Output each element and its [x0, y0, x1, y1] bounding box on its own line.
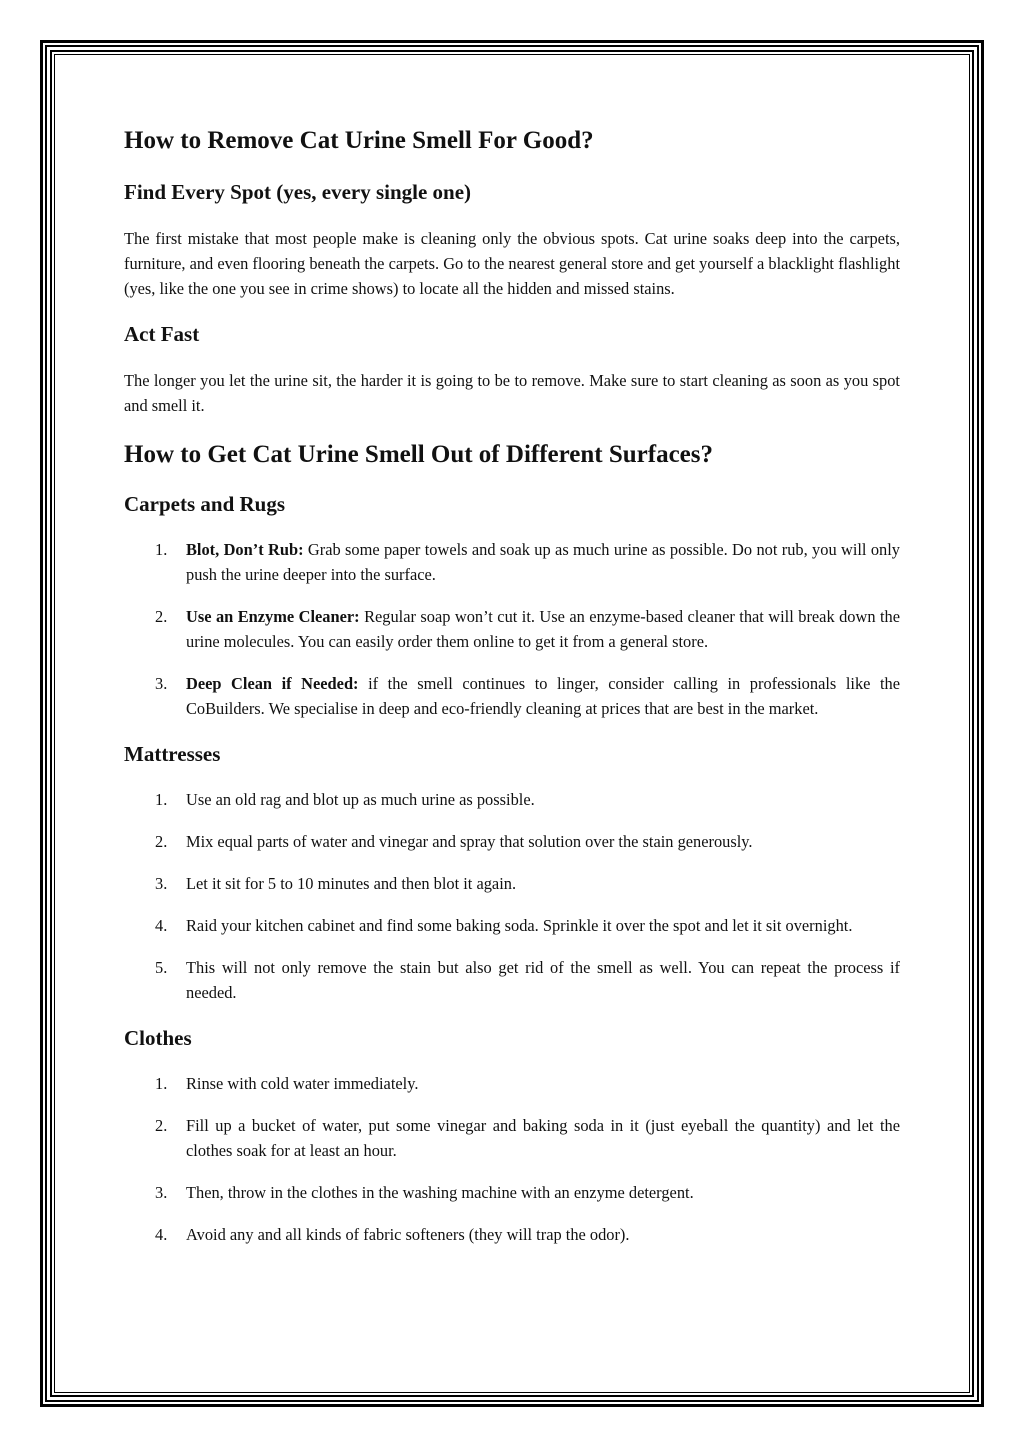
- list-item: [124, 1180, 900, 1205]
- list-item-text: Rinse with cold water immediately.: [186, 1074, 419, 1093]
- list-item-term: Blot, Don’t Rub:: [186, 540, 304, 559]
- list-number: 2.: [155, 1116, 168, 1135]
- heading-mattresses: Mattresses: [124, 742, 221, 766]
- heading-act-fast: Act Fast: [124, 322, 200, 346]
- list-item: [124, 1071, 900, 1096]
- list-item: [124, 537, 900, 587]
- list-item-text: Avoid any and all kinds of fabric softeners (they will trap the odor).: [186, 1225, 630, 1244]
- list-item: [124, 1113, 900, 1163]
- list-number: 1.: [155, 1074, 168, 1093]
- list-item: [124, 871, 900, 896]
- list-item: [124, 1222, 900, 1247]
- list-item: [124, 955, 900, 1005]
- list-item-text: Grab some paper towels and soak up as much urine as possible. Do not rub, you will only push the urine deeper into the surface.: [186, 540, 900, 584]
- list-number: 3.: [155, 874, 168, 893]
- section-title-surfaces: How to Get Cat Urine Smell Out of Different Surfaces?: [124, 441, 714, 468]
- list-number: 4.: [155, 1225, 168, 1244]
- list-number: 1.: [155, 790, 168, 809]
- page-title: How to Remove Cat Urine Smell For Good?: [124, 127, 594, 154]
- heading-carpets-and-rugs: Carpets and Rugs: [124, 492, 286, 516]
- list-item-text: Raid your kitchen cabinet and find some baking soda. Sprinkle it over the spot and let it sit overnight.: [186, 916, 853, 935]
- list-item-text: Fill up a bucket of water, put some vinegar and baking soda in it (just eyeball the quantity) and let the clothes soak for at least an hour.: [186, 1116, 900, 1160]
- paragraph-act-fast: The longer you let the urine sit, the harder it is going to be to remove. Make sure to start cleaning as soon as you spot and smell it.: [124, 371, 900, 415]
- paragraph-find-every-spot: The first mistake that most people make is cleaning only the obvious spots. Cat urine soaks deep into the carpets, furniture, and even flooring beneath the carpets. Go to the nearest general store and get yourself a blacklight flashlight (yes, like the one you see in crime shows) to locate all the hidden and missed stains.: [124, 229, 900, 298]
- list-item: [124, 787, 900, 812]
- list-number: 2.: [155, 607, 168, 626]
- list-item-text: Use an old rag and blot up as much urine as possible.: [186, 790, 535, 809]
- list-number: 5.: [155, 958, 168, 977]
- document-content: [124, 122, 900, 1247]
- list-item-text: if the smell continues to linger, consider calling in professionals like the CoBuilders. We specialise in deep and eco-friendly cleaning at prices that are best in the market.: [186, 674, 900, 718]
- list-item-term: Use an Enzyme Cleaner:: [186, 607, 360, 626]
- list-number: 3.: [155, 674, 168, 693]
- list-number: 3.: [155, 1183, 168, 1202]
- list-item-text: Let it sit for 5 to 10 minutes and then blot it again.: [186, 874, 517, 893]
- list-item: [124, 604, 900, 654]
- list-number: 4.: [155, 916, 168, 935]
- list-item-text: This will not only remove the stain but also get rid of the smell as well. You can repeat the process if needed.: [186, 958, 900, 1002]
- list-number: 2.: [155, 832, 168, 851]
- mattresses-list: [124, 787, 900, 1005]
- carpets-list: [124, 537, 900, 721]
- list-item-text: Regular soap won’t cut it. Use an enzyme-based cleaner that will break down the urine molecules. You can easily order them online to get it from a general store.: [186, 607, 901, 651]
- list-item: [124, 913, 900, 938]
- list-item-text: Mix equal parts of water and vinegar and spray that solution over the stain generously.: [186, 832, 753, 851]
- list-number: 1.: [155, 540, 168, 559]
- heading-clothes: Clothes: [124, 1026, 192, 1050]
- list-item: [124, 671, 900, 721]
- heading-find-every-spot: Find Every Spot (yes, every single one): [124, 180, 472, 204]
- clothes-list: [124, 1071, 900, 1247]
- list-item-term: Deep Clean if Needed:: [186, 674, 359, 693]
- list-item-text: Then, throw in the clothes in the washing machine with an enzyme detergent.: [186, 1183, 694, 1202]
- list-item: [124, 829, 900, 854]
